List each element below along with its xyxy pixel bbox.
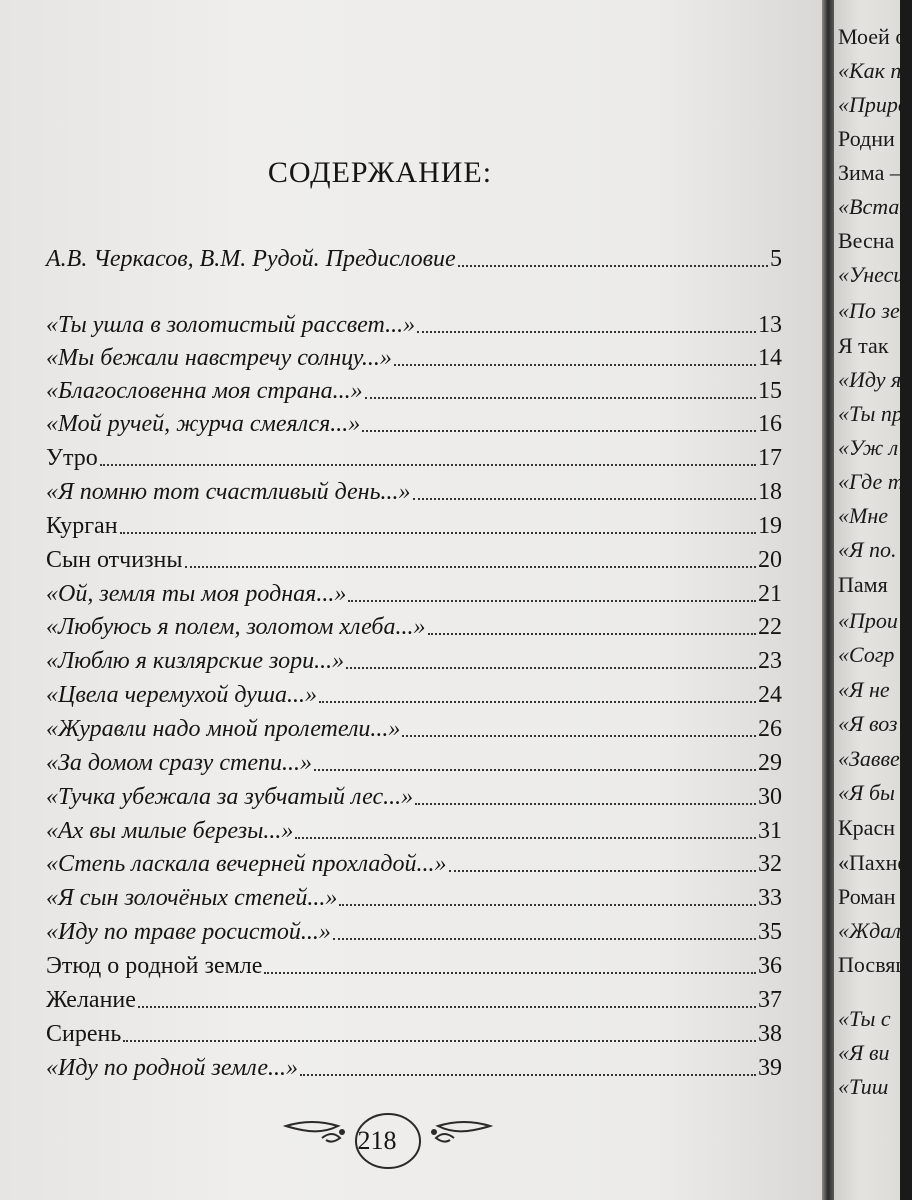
right-page-line: «Ждала — [838, 918, 912, 943]
toc-entry-title: Сын отчизны — [46, 547, 183, 573]
right-page-line: «Иду я — [838, 367, 902, 392]
right-page-line: «Я воз — [838, 711, 898, 736]
toc-leader-dots — [319, 701, 756, 703]
right-page-line: Я так — [838, 333, 889, 358]
toc-entry-title: «Люблю я кизлярские зори...» — [46, 648, 345, 674]
toc-entry — [46, 343, 782, 373]
right-page-line: «Я бы — [838, 780, 895, 805]
toc-leader-dots — [417, 331, 756, 333]
toc-leader-dots — [346, 667, 756, 669]
toc-entry-title: «Я помню тот счастливый день...» — [46, 479, 411, 505]
right-page-line: «Как п — [838, 58, 902, 83]
toc-entry-page: 29 — [758, 750, 782, 776]
toc-leader-dots — [365, 397, 756, 399]
toc-leader-dots — [264, 972, 756, 974]
toc-leader-dots — [458, 265, 768, 267]
toc-entry-title: Сирень — [46, 1021, 122, 1047]
book-page-right-edge — [834, 0, 912, 1200]
toc-leader-dots — [428, 633, 757, 635]
toc-entry-page: 21 — [758, 581, 782, 607]
right-page-line: Зима – — [838, 160, 901, 185]
toc-leader-dots — [123, 1040, 756, 1042]
toc-entry — [46, 1019, 782, 1049]
right-page-line: «Я по. — [838, 537, 897, 562]
toc-entry-page: 30 — [758, 784, 782, 810]
toc-entry-title: Этюд о родной земле — [46, 953, 263, 979]
right-page-line: Родни — [838, 126, 895, 151]
toc-entry — [46, 680, 782, 710]
toc-entry-title: «Журавли надо мной пролетели...» — [46, 716, 401, 742]
toc-entry-page: 16 — [758, 411, 782, 437]
toc-leader-dots — [362, 430, 756, 432]
toc-entry-title: «Мой ручей, журча смеялся...» — [46, 411, 361, 437]
toc-entry — [46, 376, 782, 406]
toc-entry-title: «Иду по родной земле...» — [46, 1055, 298, 1081]
toc-entry-page: 38 — [758, 1021, 782, 1047]
toc-entry — [46, 511, 782, 541]
toc-entry-page: 35 — [758, 919, 782, 945]
toc-leader-dots — [295, 837, 756, 839]
toc-entry-page: 32 — [758, 851, 782, 877]
toc-leader-dots — [339, 904, 756, 906]
right-page-line: «Завве — [838, 746, 900, 771]
toc-leader-dots — [185, 566, 756, 568]
toc-entry — [46, 244, 782, 274]
toc-leader-dots — [394, 364, 756, 366]
toc-entry-page: 39 — [758, 1055, 782, 1081]
right-page-line: «Пахне — [838, 850, 908, 875]
toc-entry-page: 20 — [758, 547, 782, 573]
toc-leader-dots — [348, 600, 756, 602]
toc-leader-dots — [413, 498, 757, 500]
toc-entry-title: «Иду по траве росистой...» — [46, 919, 331, 945]
right-page-line: «Где т — [838, 469, 904, 494]
page-title: СОДЕРЖАНИЕ: — [267, 156, 493, 189]
toc-leader-dots — [138, 1006, 756, 1008]
toc-leader-dots — [300, 1074, 756, 1076]
toc-entry-page: 24 — [758, 682, 782, 708]
toc-entry-title: Утро — [46, 445, 98, 471]
toc-leader-dots — [415, 803, 756, 805]
toc-leader-dots — [333, 938, 756, 940]
toc-entry-title: А.В. Черкасов, В.М. Рудой. Предисловие — [46, 246, 456, 272]
toc-entry — [46, 849, 782, 879]
toc-entry-page: 26 — [758, 716, 782, 742]
right-page-line: Моей о — [838, 24, 907, 49]
toc-entry-page: 19 — [758, 513, 782, 539]
right-page-line: Весна — [838, 228, 895, 253]
right-page-line: «Мне — [838, 503, 889, 528]
toc-entry-title: «Мы бежали навстречу солнцу...» — [46, 345, 392, 371]
right-page-line: «Тиш — [838, 1074, 889, 1099]
right-page-line: Роман — [838, 884, 896, 909]
toc-entry-title: «Тучка убежала за зубчатый лес...» — [46, 784, 414, 810]
right-page-line: «Согр — [838, 642, 895, 667]
right-page-line: «Ты с — [838, 1006, 891, 1031]
page-number: 218 — [357, 1126, 397, 1155]
toc-leader-dots — [100, 464, 756, 466]
toc-entry — [46, 748, 782, 778]
toc-entry-title: «Любуюсь я полем, золотом хлеба...» — [46, 614, 426, 640]
toc-entry — [46, 612, 782, 642]
toc-entry — [46, 816, 782, 846]
toc-entry — [46, 409, 782, 439]
toc-entry-page: 31 — [758, 818, 782, 844]
toc-entry — [46, 917, 782, 947]
toc-entry — [46, 714, 782, 744]
toc-entry-page: 13 — [758, 312, 782, 338]
toc-entry-title: «Ой, земля ты моя родная...» — [46, 581, 347, 607]
right-page-line: «Приро — [838, 92, 909, 117]
right-page-line: «По зе — [838, 298, 900, 323]
toc-entry — [46, 477, 782, 507]
toc-leader-dots — [402, 735, 756, 737]
toc-entry — [46, 782, 782, 812]
toc-entry — [46, 985, 782, 1015]
toc-entry-page: 22 — [758, 614, 782, 640]
toc-entry-title: «Цвела черемухой душа...» — [46, 682, 318, 708]
toc-entry-page: 14 — [758, 345, 782, 371]
toc-entry — [46, 310, 782, 340]
right-page-line: «Унеси — [838, 262, 905, 287]
toc-entry-title: «Ах вы милые березы...» — [46, 818, 294, 844]
right-page-line: «Вста — [838, 194, 900, 219]
toc-entry — [46, 951, 782, 981]
toc-entry — [46, 443, 782, 473]
right-page-line: Посвящ — [838, 952, 912, 977]
toc-entry-title: «За домом сразу степи...» — [46, 750, 312, 776]
toc-entry-page: 37 — [758, 987, 782, 1013]
right-page-line: «Прои — [838, 608, 898, 633]
book-gutter — [822, 0, 834, 1200]
toc-entry — [46, 1053, 782, 1083]
right-page-line: Памя — [838, 572, 888, 597]
right-page-line: «Уж л — [838, 435, 899, 460]
right-page-line: «Я ви — [838, 1040, 890, 1065]
toc-leader-dots — [120, 532, 756, 534]
toc-entry-title: «Я сын золочёных степей...» — [46, 885, 338, 911]
toc-entry — [46, 579, 782, 609]
toc-entry-title: «Благословенна моя страна...» — [46, 378, 363, 404]
toc-entry-title: Курган — [46, 513, 118, 539]
toc-leader-dots — [314, 769, 756, 771]
toc-entry — [46, 883, 782, 913]
right-page-line: «Ты пр — [838, 401, 903, 426]
toc-leader-dots — [449, 870, 756, 872]
toc-entry-page: 18 — [758, 479, 782, 505]
toc-entry-page: 23 — [758, 648, 782, 674]
toc-entry-title: Желание — [46, 987, 136, 1013]
toc-entry-title: «Степь ласкала вечерней прохладой...» — [46, 851, 447, 877]
toc-entry-page: 36 — [758, 953, 782, 979]
toc-entry-title: «Ты ушла в золотистый рассвет...» — [46, 312, 416, 338]
toc-entry-page: 5 — [770, 246, 782, 272]
toc-entry-page: 15 — [758, 378, 782, 404]
toc-entry-page: 33 — [758, 885, 782, 911]
toc-entry — [46, 545, 782, 575]
toc-entry — [46, 646, 782, 676]
right-page-line: «Я не — [838, 677, 890, 702]
right-page-line: Красн — [838, 815, 895, 840]
toc-entry-page: 17 — [758, 445, 782, 471]
